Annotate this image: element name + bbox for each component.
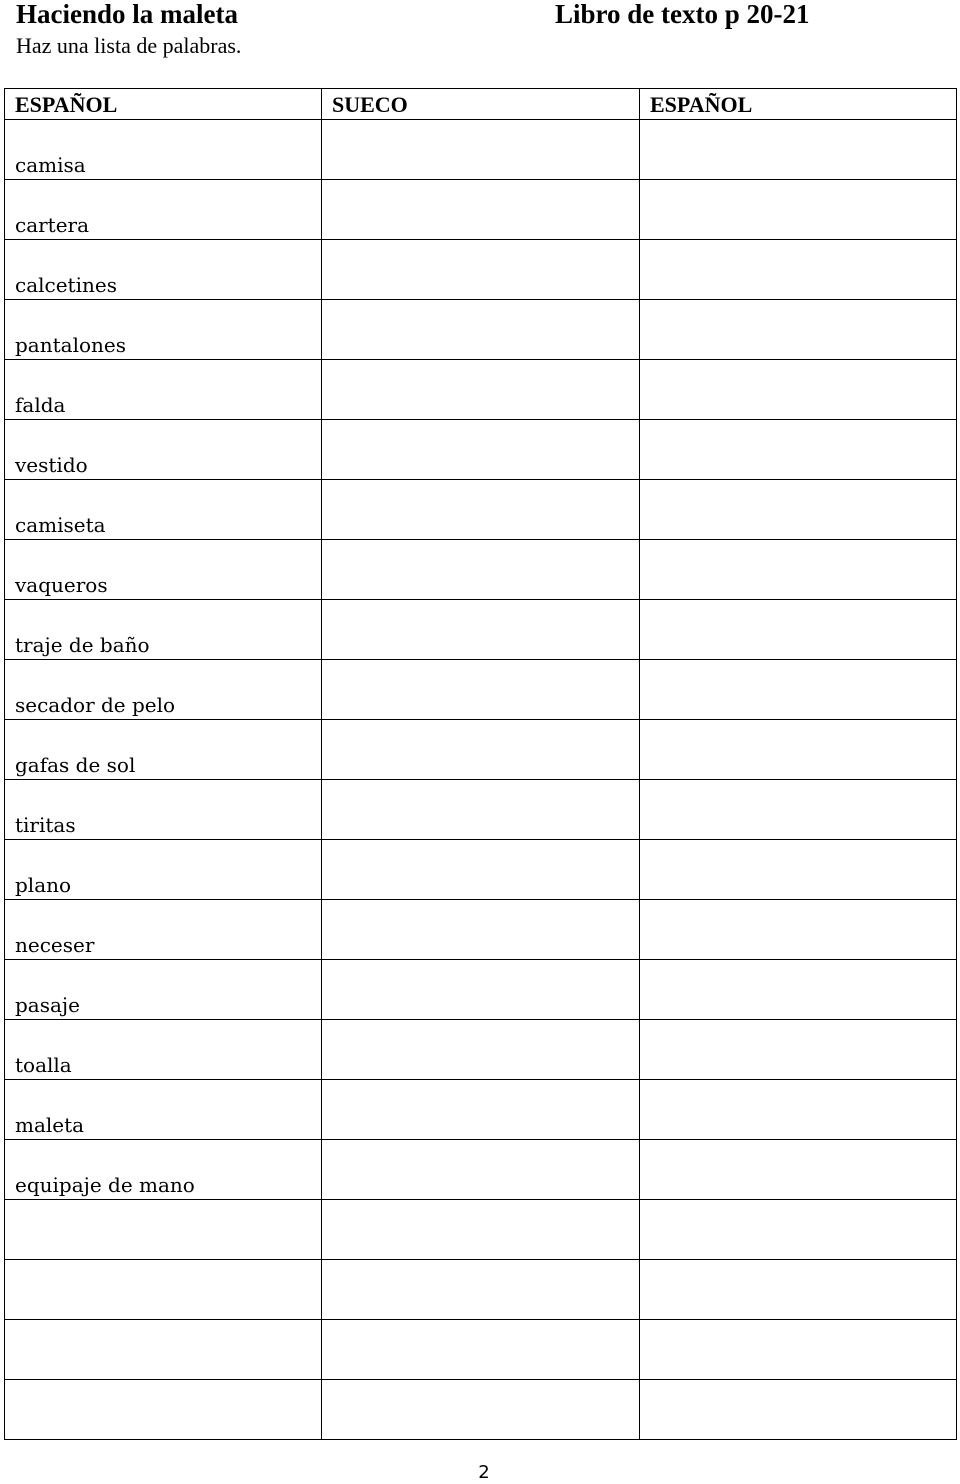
textbook-reference: Libro de texto p 20-21 <box>555 0 810 29</box>
spanish-word-cell: tiritas <box>5 780 322 840</box>
vocabulary-rows <box>5 120 957 1440</box>
spanish-word-cell: plano <box>5 840 322 900</box>
page-title: Haciendo la maleta <box>16 0 238 29</box>
table-row <box>5 420 957 480</box>
table-row <box>5 180 957 240</box>
spanish-answer-cell[interactable] <box>640 660 957 720</box>
spanish-word-cell: maleta <box>5 1080 322 1140</box>
spanish-answer-cell[interactable] <box>640 120 957 180</box>
swedish-answer-cell[interactable] <box>322 1020 640 1080</box>
spanish-answer-cell[interactable] <box>640 960 957 1020</box>
spanish-word-cell: camiseta <box>5 480 322 540</box>
table-row <box>5 540 957 600</box>
swedish-answer-cell[interactable] <box>322 480 640 540</box>
spanish-word-cell: pasaje <box>5 960 322 1020</box>
spanish-answer-cell[interactable] <box>640 360 957 420</box>
instruction-text: Haz una lista de palabras. <box>16 33 242 58</box>
table-row <box>5 240 957 300</box>
spanish-answer-cell[interactable] <box>640 840 957 900</box>
spanish-word-cell: toalla <box>5 1020 322 1080</box>
spanish-answer-cell[interactable] <box>640 480 957 540</box>
spanish-answer-cell[interactable] <box>640 540 957 600</box>
spanish-answer-cell[interactable] <box>640 300 957 360</box>
swedish-answer-cell[interactable] <box>322 900 640 960</box>
spanish-answer-cell[interactable] <box>640 1200 957 1260</box>
page-number: 2 <box>478 1462 490 1483</box>
swedish-answer-cell[interactable] <box>322 360 640 420</box>
swedish-answer-cell[interactable] <box>322 780 640 840</box>
table-row <box>5 1260 957 1320</box>
swedish-answer-cell[interactable] <box>322 1380 640 1440</box>
spanish-answer-cell[interactable] <box>640 780 957 840</box>
spanish-answer-cell[interactable] <box>640 1320 957 1380</box>
swedish-answer-cell[interactable] <box>322 1140 640 1200</box>
swedish-answer-cell[interactable] <box>322 240 640 300</box>
table-row <box>5 900 957 960</box>
spanish-answer-cell[interactable] <box>640 1020 957 1080</box>
swedish-answer-cell[interactable] <box>322 1260 640 1320</box>
swedish-answer-cell[interactable] <box>322 540 640 600</box>
spanish-answer-cell[interactable] <box>640 1260 957 1320</box>
swedish-answer-cell[interactable] <box>322 660 640 720</box>
spanish-word-cell: camisa <box>5 120 322 180</box>
table-row <box>5 1020 957 1080</box>
table-row <box>5 1080 957 1140</box>
table-row <box>5 300 957 360</box>
spanish-word-cell: neceser <box>5 900 322 960</box>
table-row <box>5 480 957 540</box>
swedish-answer-cell[interactable] <box>322 180 640 240</box>
swedish-answer-cell[interactable] <box>322 960 640 1020</box>
header-row <box>5 89 957 120</box>
spanish-word-cell: calcetines <box>5 240 322 300</box>
spanish-word-cell <box>5 1320 322 1380</box>
spanish-answer-cell[interactable] <box>640 720 957 780</box>
table-row <box>5 780 957 840</box>
spanish-word-cell: traje de baño <box>5 600 322 660</box>
swedish-answer-cell[interactable] <box>322 1080 640 1140</box>
table-row <box>5 1320 957 1380</box>
spanish-word-cell: secador de pelo <box>5 660 322 720</box>
table-row <box>5 1200 957 1260</box>
spanish-answer-cell[interactable] <box>640 1380 957 1440</box>
spanish-answer-cell[interactable] <box>640 420 957 480</box>
spanish-word-cell: falda <box>5 360 322 420</box>
table-row <box>5 960 957 1020</box>
swedish-answer-cell[interactable] <box>322 720 640 780</box>
table-row <box>5 660 957 720</box>
swedish-answer-cell[interactable] <box>322 1200 640 1260</box>
spanish-word-cell <box>5 1380 322 1440</box>
vocabulary-table <box>4 88 957 1440</box>
spanish-answer-cell[interactable] <box>640 240 957 300</box>
spanish-answer-cell[interactable] <box>640 900 957 960</box>
table-row <box>5 600 957 660</box>
swedish-answer-cell[interactable] <box>322 300 640 360</box>
swedish-answer-cell[interactable] <box>322 420 640 480</box>
table-row <box>5 1140 957 1200</box>
column-header-spanish: ESPAÑOL <box>5 89 322 120</box>
spanish-word-cell: vaqueros <box>5 540 322 600</box>
table-row <box>5 1380 957 1440</box>
spanish-word-cell: equipaje de mano <box>5 1140 322 1200</box>
spanish-answer-cell[interactable] <box>640 1140 957 1200</box>
spanish-word-cell <box>5 1200 322 1260</box>
column-header-swedish: SUECO <box>322 89 640 120</box>
swedish-answer-cell[interactable] <box>322 1320 640 1380</box>
table-row <box>5 720 957 780</box>
spanish-word-cell: vestido <box>5 420 322 480</box>
spanish-answer-cell[interactable] <box>640 1080 957 1140</box>
table-row <box>5 840 957 900</box>
table-row <box>5 360 957 420</box>
table-row <box>5 120 957 180</box>
spanish-word-cell: pantalones <box>5 300 322 360</box>
spanish-word-cell: gafas de sol <box>5 720 322 780</box>
spanish-word-cell <box>5 1260 322 1320</box>
spanish-word-cell: cartera <box>5 180 322 240</box>
column-header-spanish-2: ESPAÑOL <box>640 89 957 120</box>
swedish-answer-cell[interactable] <box>322 600 640 660</box>
spanish-answer-cell[interactable] <box>640 600 957 660</box>
swedish-answer-cell[interactable] <box>322 120 640 180</box>
swedish-answer-cell[interactable] <box>322 840 640 900</box>
spanish-answer-cell[interactable] <box>640 180 957 240</box>
